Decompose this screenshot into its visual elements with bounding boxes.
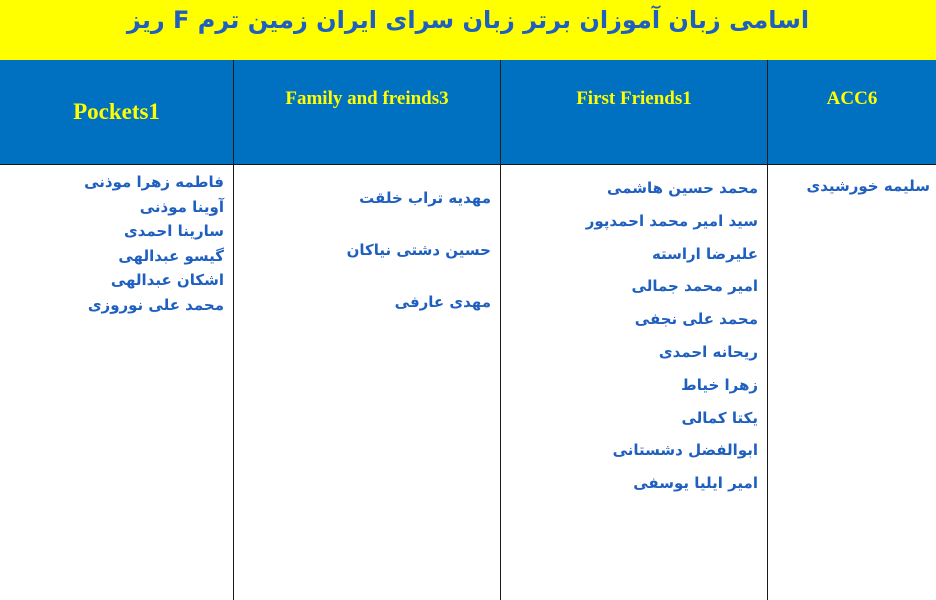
student-name: اشکان عبدالهی — [110, 271, 224, 289]
student-name: مهدیه تراب خلقت — [359, 189, 491, 207]
student-name: ابوالفضل دشستانی — [612, 441, 758, 460]
column-divider — [500, 60, 501, 600]
student-name: یکتا کمالی — [681, 408, 758, 427]
student-name: سلیمه خورشیدی — [806, 177, 930, 195]
column-header-first-friends: First Friends1 — [576, 88, 692, 109]
column-divider — [233, 60, 234, 600]
student-list-acc — [806, 172, 930, 200]
page-title: اسامی زبان آموزان برتر زبان سرای ایران زمین ترم F ریز — [126, 6, 810, 34]
student-name: محمد علی نجفی — [634, 310, 758, 329]
student-name: ریحانه احمدی — [658, 342, 758, 361]
title-bar — [0, 0, 936, 60]
student-name: زهرا خیاط — [681, 375, 758, 394]
student-name: محمد حسین هاشمی — [607, 179, 758, 197]
student-list-pockets — [84, 170, 224, 317]
table-header-row — [0, 60, 936, 164]
column-header-pockets: Pockets1 — [73, 99, 160, 124]
student-list-family-and-friends — [347, 172, 491, 328]
header-divider — [0, 164, 936, 165]
student-name: امیر محمد جمالی — [631, 277, 758, 296]
student-name: محمد علی نوروزی — [87, 295, 224, 314]
student-name: امیر ایلیا یوسفی — [633, 474, 758, 493]
student-list-first-friends — [586, 172, 758, 500]
column-header-family-and-friends: Family and freinds3 — [285, 88, 449, 109]
student-name: فاطمه زهرا موذنی — [84, 173, 224, 191]
student-name: علیرضا اراسته — [651, 244, 758, 263]
student-name: مهدی عارفی — [394, 293, 491, 311]
students-table — [0, 60, 936, 600]
student-name: سید امیر محمد احمدپور — [585, 211, 758, 230]
student-name: آوینا موذنی — [139, 197, 224, 216]
student-name: گیسو عبدالهی — [118, 246, 224, 265]
student-name: حسین دشتی نیاکان — [346, 241, 491, 259]
column-divider — [767, 60, 768, 600]
student-name: سارینا احمدی — [123, 222, 224, 240]
column-header-acc: ACC6 — [826, 88, 878, 109]
